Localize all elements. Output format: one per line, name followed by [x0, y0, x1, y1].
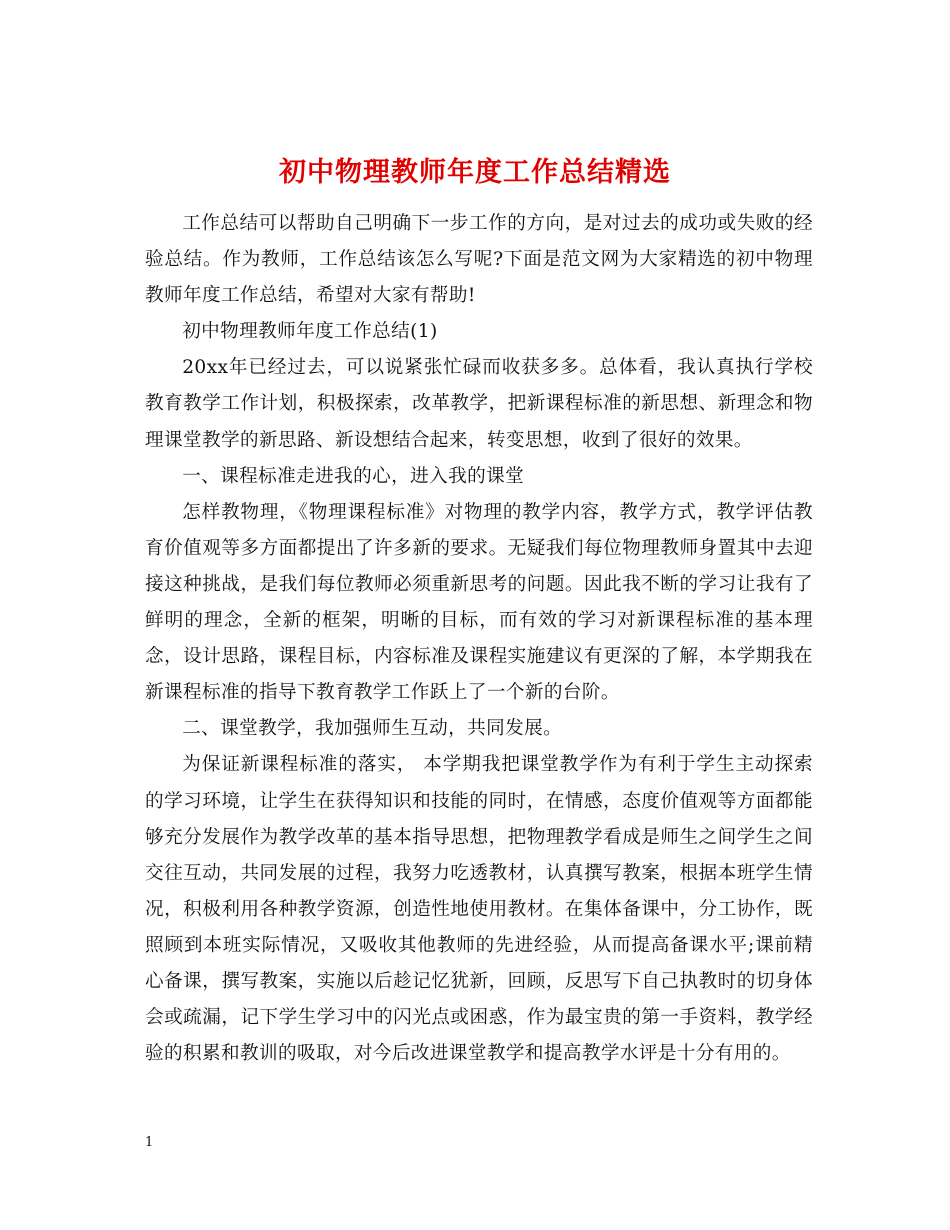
section-heading-classroom: 二、课堂教学，我加强师生互动，共同发展。 — [182, 718, 563, 740]
paragraph-intro: 工作总结可以帮助自己明确下一步工作的方向，是对过去的成功或失败的经验总结。作为教师，工作总结该怎么写呢?下面是范文网为大家精选的初中物理教师年度工作总结，希望对大家有帮助! — [145, 213, 813, 307]
section-heading-curriculum: 一、课程标准走进我的心，进入我的课堂 — [182, 465, 525, 487]
paragraph-curriculum: 怎样教物理，《物理课程标准》对物理的教学内容，教学方式，教学评估教育价值观等多方面都提出了许多新的要求。无疑我们每位物理教师身置其中去迎接这种挑战，是我们每位教师必须重新思考的问题。因此我不断的学习让我有了鲜明的理念，全新的框架，明晰的目标，而有效的学习对新课程标准的基本理念，设计思路，课程目标，内容标准及课程实施建议有更深的了解，本学期我在新课程标准的指导下教育教学工作跃上了一个新的台阶。 — [145, 501, 813, 704]
section-heading-summary-1: 初中物理教师年度工作总结(1) — [182, 321, 438, 343]
paragraph-overview: 20xx年已经过去，可以说紧张忙碌而收获多多。总体看，我认真执行学校教育教学工作计划，积极探索，改革教学，把新课程标准的新思想、新理念和物理课堂教学的新思路、新设想结合起来，转变思想，收到了很好的效果。 — [145, 357, 813, 451]
page-number: 1 — [145, 1135, 154, 1150]
document-title: 初中物理教师年度工作总结精选 — [279, 157, 671, 189]
paragraph-classroom: 为保证新课程标准的落实， 本学期我把课堂教学作为有利于学生主动探索的学习环境，让学生在获得知识和技能的同时，在情感，态度价值观等方面都能够充分发展作为教学改革的基本指导思想，把物理教学看成是师生之间学生之间交往互动，共同发展的过程，我努力吃透教材，认真撰写教案，根据本班学生情况，积极利用各种教学资源，创造性地使用教材。在集体备课中，分工协作，既照顾到本班实际情况，又吸收其他教师的先进经验，从而提高备课水平;课前精心备课，撰写教案，实施以后趁记忆犹新，回顾，反思写下自己执教时的切身体会或疏漏，记下学生学习中的闪光点或困惑，作为最宝贵的第一手资料，教学经验的积累和教训的吸取，对今后改进课堂教学和提高教学水评是十分有用的。 — [145, 754, 813, 1065]
document-body — [145, 206, 813, 1072]
